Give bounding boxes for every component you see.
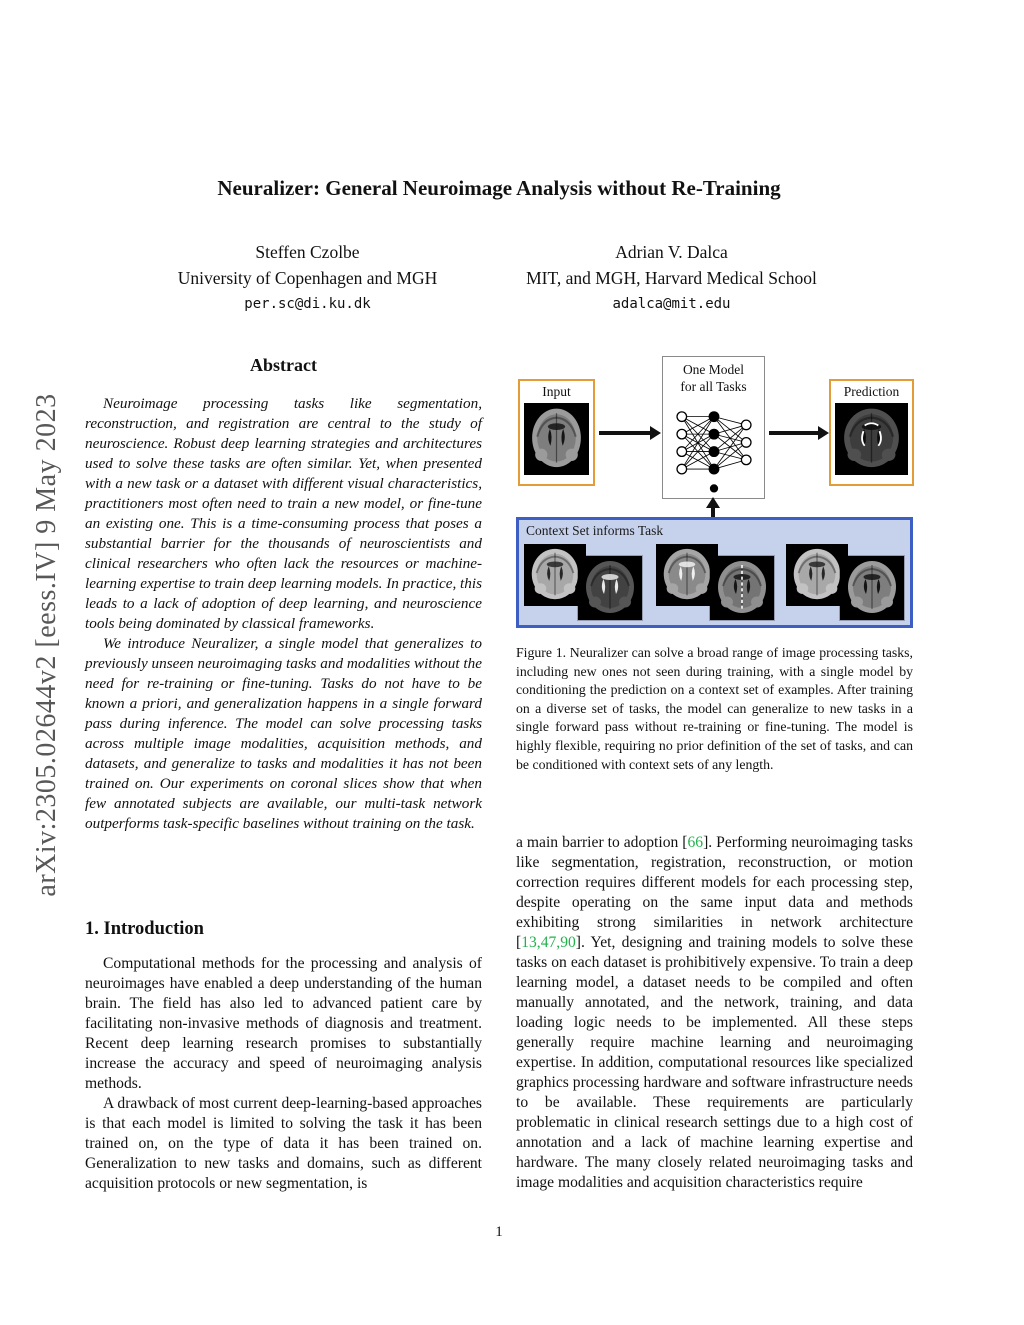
figure-prediction-label: Prediction <box>843 384 900 399</box>
context-brain-image <box>840 556 904 620</box>
author-name: Adrian V. Dalca <box>615 242 728 262</box>
context-brain-image <box>524 544 586 606</box>
section-heading-introduction: 1. Introduction <box>85 919 204 939</box>
page-number: 1 <box>495 1224 503 1240</box>
figure-prediction-box <box>829 379 914 486</box>
figure-context-set-box <box>516 517 913 628</box>
citation-link[interactable]: 13,47,90 <box>521 934 576 951</box>
arrow-model-to-prediction-icon <box>769 431 819 435</box>
introduction-text <box>85 954 482 1194</box>
figure-input-label: Input <box>542 384 571 399</box>
figure-context-label: Context Set informs Task <box>526 523 664 538</box>
abstract-paragraph-2: We introduce Neuralizer, a single model that generalizes to previously unseen neuroimaging tasks and modalities without the need for re-training or fine-tuning. Tasks do not have to be known a priori, and generalization happens in a single forward pass during inference. The model can solve processing tasks across multiple image modalities, acquisition methods, and datasets, and generalize to tasks and modalities it has not been trained on. Our experiments on coronal slices show that when few annotated subjects are available, our multi-task network outperforms task-specific baselines without training on the task. <box>85 635 482 832</box>
body-paragraph: A drawback of most current deep-learning-based approaches is that each model is limited to solving the task it has been trained on, on the type of data it has been trained on. Generalization to new tasks and domains, such as different acquisition protocols or new segmentation, is <box>85 1095 482 1192</box>
citation-link[interactable]: 66 <box>687 834 704 851</box>
author-affiliation: University of Copenhagen and MGH <box>177 268 438 288</box>
body-text: ]. Performing neuroimaging tasks like segmentation, registration, reconstruction, or motion correction requires different models for each processing step, despite operating on the same input data and methods exhibiting strong similarities in network architecture [ <box>516 834 913 951</box>
author-email: per.sc@di.ku.dk <box>244 296 371 312</box>
arrow-context-to-model-icon <box>711 507 715 517</box>
body-text: ]. Yet, designing and training models to solve these tasks on each dataset is prohibitively expensive. To train a deep learning model, a dataset needs to be compiled and often manually annotated, and the network, training, and data loading logic needs to be implemented. All these steps generally require machine learning and neuroimaging expertise. In addition, computational resources like specialized graphics processing hardware and software infrastructure needs to be available. These requirements are particularly problematic in clinical research settings due to a high cost of annotation and a lack of machine learning expertise and hardware. The many closely related neuroimaging tasks and image modalities and acquisition characteristics require <box>516 934 913 1191</box>
author-block-2 <box>474 242 869 312</box>
author-email: adalca@mit.edu <box>612 296 731 312</box>
arxiv-watermark: arXiv:2305.02644v2 [eess.IV] 9 May 2023 <box>31 393 62 897</box>
abstract-heading: Abstract <box>250 355 317 375</box>
body-paragraph: Computational methods for the processing and analysis of neuroimages have enabled a deep understanding of the human brain. The field has also led to advanced patient care by facilitating non-invasive methods of diagnosis and treatment. Recent deep learning research promises to substantially increase the accuracy and speed of neuroimaging analysis methods. <box>85 955 482 1092</box>
figure-model-label: One Model <box>682 362 745 377</box>
body-paragraph <box>516 833 913 1193</box>
author-affiliation: MIT, and MGH, Harvard Medical School <box>526 268 817 288</box>
abstract-text <box>85 394 482 834</box>
context-brain-image <box>578 556 642 620</box>
context-brain-image <box>786 544 848 606</box>
prediction-brain-image <box>835 403 908 475</box>
author-name: Steffen Czolbe <box>255 242 360 262</box>
abstract-paragraph-1: Neuroimage processing tasks like segmentation, reconstruction, and registration are central to the study of neuroscience. Robust deep learning strategies and architectures used to solve these tasks are often similar. Yet, when presented with a new task or a dataset with different visual characteristics, practitioners most often need to train a new model, or fine-tune an existing one. This is a time-consuming process that poses a substantial barrier for the thousands of neuroscientists and clinical researchers who often lack the resources or machine-learning expertise to train deep learning models. In practice, this leads to a lack of adoption of deep learning, and neuroscience tools being dominated by classical frameworks. <box>85 395 482 632</box>
body-text: a main barrier to adoption [ <box>516 834 688 851</box>
figure-input-box <box>518 379 595 486</box>
figure-model-box <box>662 356 765 499</box>
figure-caption: Figure 1. Neuralizer can solve a broad range of image processing tasks, including new ones not seen during training, with a single model by conditioning the prediction on a context set of examples. After training on a diverse set of tasks, the model can generalize to new tasks in a single forward pass without re-training or fine-tuning. The model is highly flexible, requiring no prior definition of the set of tasks, and can be conditioned with context sets of any length. <box>516 645 913 772</box>
context-brain-image <box>710 556 774 620</box>
context-brain-image <box>656 544 718 606</box>
author-block-1 <box>110 242 505 312</box>
input-brain-image <box>524 403 589 475</box>
neural-network-diagram-icon <box>668 397 760 497</box>
figure-model-label: for all Tasks <box>680 379 747 394</box>
right-column-text <box>516 833 913 1193</box>
arrow-input-to-model-icon <box>599 431 651 435</box>
paper-title: Neuralizer: General Neuroimage Analysis without Re-Training <box>217 176 781 200</box>
